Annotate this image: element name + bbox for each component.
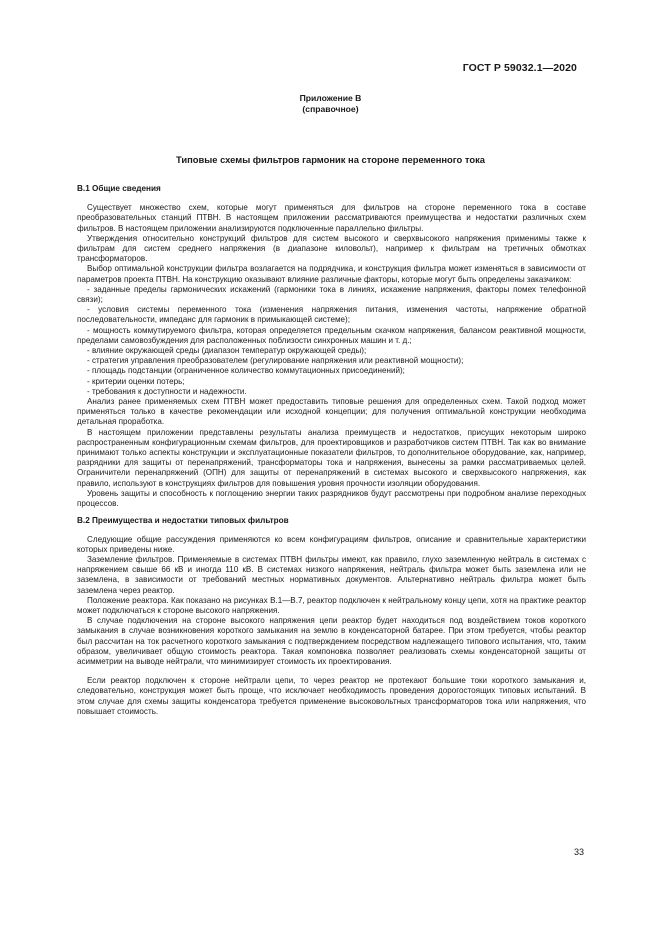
section1-list-item: - площадь подстанции (ограниченное количество коммутационных присоединений); <box>87 366 405 376</box>
section1-heading: В.1 Общие сведения <box>77 184 161 193</box>
section1-paragraph: Существует множество схем, которые могут применяться для фильтров на стороне переменного тока в составе преобразовательных станций ПТВН. В настоящем приложении рассматриваются преимущества и недостатки различных схем фильтров. В настоящем приложении анализируются подключенные параллельно фильтры. <box>77 203 586 233</box>
section1-paragraph: Выбор оптимальной конструкции фильтра возлагается на подрядчика, и конструкция фильтра может изменяться в зависимости от параметров проекта ПТВН. На конструкцию оказывают влияние различные факторы, которые могут быть определены заказчиком: <box>77 264 586 284</box>
section1-list-item: - условия системы переменного тока (изменения напряжения питания, изменения частоты, напряжение обратной последовательности, импеданс для гармоник в примыкающей системе); <box>77 305 586 325</box>
section1-list-item: - влияние окружающей среды (диапазон температур окружающей среды); <box>87 346 367 356</box>
section1-paragraph: В настоящем приложении представлены результаты анализа преимуществ и недостатков, присущих некоторым широко распространенным конфигурационным схемам фильтров, для проектировщиков и разработчиков систем ПТВН. Так как во внимание принимают только аспекты конструкции и эксплуатационные показатели фильтров, то дополнительное оборудование, как, например, разрядники для защиты от перенапряжений, трансформаторы тока и напряжения, вынесены за рамки рассматриваемых целей. Ограничители перенапряжений (ОПН) для защиты от перенапряжений в системах высокого и сверхвысокого напряжения, как правило, используют в конструкциях фильтров для повышения уровня прочности изоляции оборудования. <box>77 427 586 488</box>
section1-paragraph: Уровень защиты и способность к поглощению энергии таких разрядников будут рассмотрены при подробном анализе переходных процессов. <box>77 488 586 509</box>
section1-list-item: - стратегия управления преобразователем (регулирование напряжения или реактивной мощности); <box>87 356 464 366</box>
section2-paragraph: Заземление фильтров. Применяемые в системах ПТВН фильтры имеют, как правило, глухо заземленную нейтраль в системах с напряжением свыше 66 кВ и иногда 110 кВ. В системах низкого напряжения, нейтраль фильтра может быть заземлена или не заземлена, в зависимости от требований местных нормативных документов. Альтернативно нейтраль фильтра может быть заземлена через реактор. <box>77 554 586 595</box>
section2-paragraph: Если реактор подключен к стороне нейтрали цепи, то через реактор не протекают большие токи короткого замыкания и, следовательно, конструкция может быть проще, что исключает необходимость проведения дорогостоящих типовых испытаний. В этом случае для схемы защиты конденсатора требуется применение высоковольтных трансформаторов тока или напряжения, что повышает стоимость. <box>77 676 586 716</box>
page-number: 33 <box>573 847 584 857</box>
standard-designation: ГОСТ Р 59032.1—2020 <box>462 62 577 74</box>
main-title: Типовые схемы фильтров гармоник на стороне переменного тока <box>175 154 485 165</box>
section1-paragraph: Утверждения относительно конструкций фильтров для систем высокого и сверхвысокого напряжения применимы также к фильтрам для систем среднего напряжения (в диапазоне киловольт), например к фильтрам на третичных обмотках трансформаторов. <box>77 233 586 264</box>
section1-list-item: - критерии оценки потерь; <box>87 376 185 386</box>
section1-list-item: - требования к доступности и надежности. <box>87 386 247 396</box>
section2-paragraph: Следующие общие рассуждения применяются ко всем конфигурациям фильтров, описание и сравнительные характеристики которых приведены ниже. <box>77 534 586 554</box>
appendix-title: Приложение В <box>299 93 362 103</box>
section1-paragraph: Анализ ранее применяемых схем ПТВН может предоставить типовые решения для определенных схем. Такой подход может применяться только в качестве рекомендации или исходной концепции; для получения оптимальной конструкции необходима детальная проработка. <box>77 397 586 427</box>
section2-heading: В.2 Преимущества и недостатки типовых фильтров <box>77 516 289 526</box>
appendix-subtitle: (справочное) <box>302 104 359 114</box>
section1-list-item: - заданные пределы гармонических искажений (гармоники тока в линиях, искажение напряжения, факторы помех телефонной связи); <box>77 284 586 305</box>
section2-paragraph: В случае подключения на стороне высокого напряжения цепи реактор будет находиться под воздействием токов короткого замыкания в случае возникновения короткого замыкания на землю в конденсаторной батарее. При этом требуется, чтобы реактор был рассчитан на ток расчетного короткого замыкания с подтверждением посредством надлежащего типового испытания, что, таким образом, увеличивает общую стоимость реактора. Такая компоновка позволяет реализовать схемы конденсаторной защиты от асимметрии на выводе нейтрали, что минимизирует стоимость их проектирования. <box>77 616 586 666</box>
section2-paragraph: Положение реактора. Как показано на рисунках В.1—В.7, реактор подключен к нейтральному концу цепи, хотя на практике реактор может подключаться к стороне высокого напряжения. <box>77 595 586 615</box>
body-text <box>77 184 586 717</box>
appendix-heading <box>0 93 661 115</box>
section1-list-item: - мощность коммутируемого фильтра, которая определяется предельным скачком напряжения, балансом реактивной мощности, пределами самовозбуждения для расположенных поблизости синхронных машин и т. д.; <box>77 325 586 345</box>
